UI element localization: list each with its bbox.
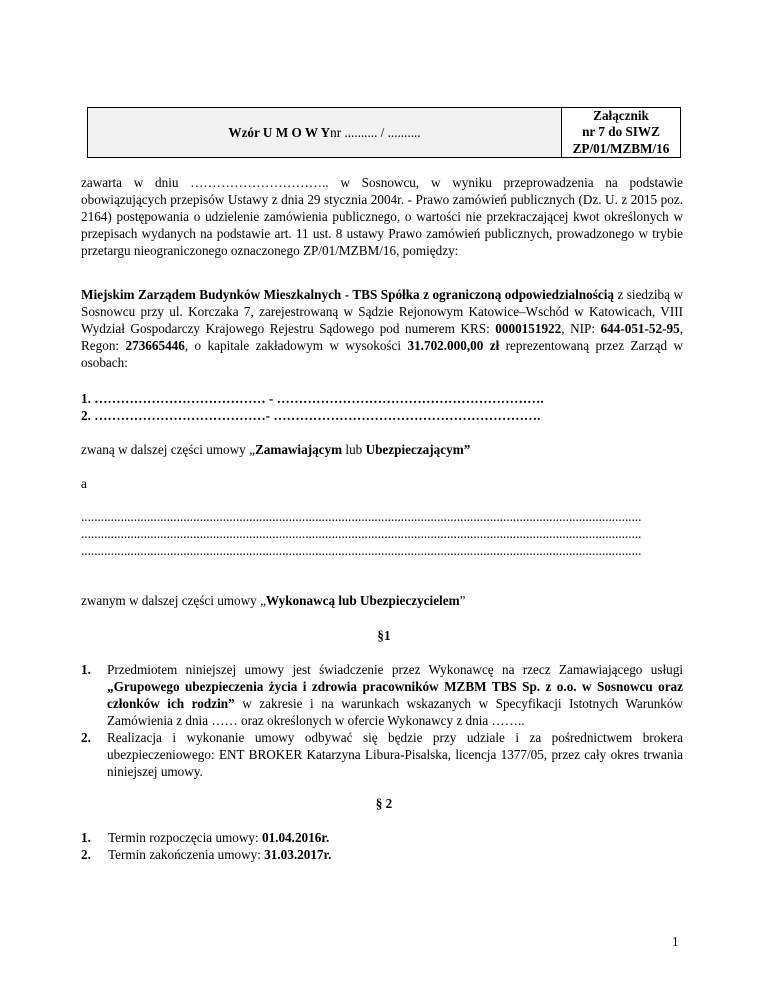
section-1-item-1-number: 1. — [81, 662, 91, 677]
section-1-list — [81, 661, 683, 780]
party1-text-3: , Regon: — [81, 321, 683, 353]
section-2-item-2-number: 2. — [81, 847, 91, 862]
party1-paragraph — [81, 286, 683, 371]
section-1-item-1-text-2: w zakresie i na warunkach wskazanych w Specyfikacji Istotnych Warunków Zamówienia z dnia …… oraz określonych w ofercie Wykonawcy z dnia …….. — [107, 696, 683, 728]
representative-line-2: 2. …………………………………- ……………………………………………………. — [81, 408, 541, 423]
ordering-text-pre: zwaną w dalszej części umowy „ — [81, 442, 255, 457]
section-1-item-2 — [81, 729, 683, 780]
contract-number: nr .......... / .......... — [330, 125, 421, 140]
party1-text-2: , NIP: — [561, 321, 601, 336]
section-2-list — [81, 829, 683, 863]
section-1-item-1-text-1: Przedmiotem niniejszej umowy jest świadczenie przez Wykonawcę na rzecz Zamawiającego usługi — [107, 662, 683, 677]
section-2-title: § 2 — [375, 796, 393, 811]
blank-line-2: .......................................................................................................................................................................... — [81, 526, 642, 541]
section-2-item-1-text — [108, 829, 329, 846]
contractor-bold: Wykonawcą lub Ubezpieczycielem — [265, 593, 460, 608]
party1-text-5: reprezentowaną przez Zarząd w osobach: — [81, 338, 683, 370]
party1-nip: 644-051-52-95 — [600, 321, 680, 336]
end-date-value: 31.03.2017r. — [264, 847, 332, 862]
attachment-label — [562, 108, 680, 157]
section-1-item-1-bold: „Grupowego ubezpieczenia życia i zdrowia pracowników MZBM TBS Sp. z o.o. w Sosnowcu oraz członków ich rodzin” — [107, 679, 683, 711]
attachment-line-2: nr 7 do SIWZ — [582, 124, 660, 140]
ordering-text-mid: lub — [342, 442, 366, 457]
representative-line-1: 1. ………………………………… - ……………………………………………………. — [81, 391, 544, 406]
contractor-text-pre: zwanym w dalszej części umowy „ — [81, 593, 266, 608]
intro-paragraph: zawarta w dniu ………………………….. w Sosnowcu, w wyniku przeprowadzenia na podstawie obowiązujących przepisów Ustawy z dnia 29 stycznia 2004r. - Prawo zamówień publicznych (Dz. U. z 2015 poz. 2164) postępowania o udzielenie zamówienia publicznego, o wartości nie przekraczającej kwot określonych w przepisach wydanych na podstawie art. 11 ust. 8 ustawy Prawo zamówień publicznych, prowadzonego w trybie przetargu nieograniczonego oznaczonego ZP/01/MZBM/16, pomiędzy: — [81, 175, 683, 258]
section-2-item-2 — [81, 846, 683, 863]
section-1-title: §1 — [377, 628, 391, 643]
section-1-item-1 — [81, 661, 683, 729]
section-2-item-1-number: 1. — [81, 830, 91, 845]
ordering-party-line — [81, 441, 683, 458]
ordering-bold-2: Ubezpieczającym” — [365, 442, 471, 457]
end-date-label: Termin zakończenia umowy: — [108, 847, 265, 862]
party1-krs: 0000151922 — [495, 321, 562, 336]
attachment-line-3: ZP/01/MZBM/16 — [572, 140, 670, 156]
header-table — [87, 107, 681, 158]
section-1-item-1-text — [107, 661, 683, 729]
party1-capital: 31.702.000,00 zł — [407, 338, 500, 353]
attachment-line-1: Załącznik — [593, 107, 649, 123]
section-1-item-2-number: 2. — [81, 730, 91, 745]
section-1-item-2-text: Realizacja i wykonanie umowy odbywać się będzie przy udziale i za pośrednictwem brokera ubezpieczeniowego: ENT BROKER Katarzyna Libura-Pisalska, licencja 1377/05, przez cały okres trwania niniejszej umowy. — [107, 730, 683, 779]
party1-regon: 273665446 — [125, 338, 185, 353]
page-number: 1 — [672, 934, 679, 949]
party1-name: Miejskim Zarządem Budynków Mieszkalnych - TBS Spółka z ograniczoną odpowiedzialnością — [81, 287, 614, 302]
contractor-text-post: ” — [459, 593, 466, 608]
start-date-value: 01.04.2016r. — [261, 830, 330, 845]
section-2-item-1 — [81, 829, 683, 846]
section-2-item-2-text — [108, 846, 331, 863]
contract-title-bold: Wzór U M O W Y — [228, 125, 331, 140]
contractor-line — [81, 592, 683, 609]
and-word: a — [81, 476, 87, 491]
party1-text-1: z siedzibą w Sosnowcu przy ul. Korczaka 7, zarejestrowaną w Sądzie Rejonowym Katowice–Wschód w Katowicach, VIII Wydział Gospodarczy Krajowego Rejestru Sądowego pod numerem KRS: — [81, 287, 683, 336]
blank-line-3: .......................................................................................................................................................................... — [81, 543, 642, 558]
contract-title — [88, 108, 562, 157]
party1-text-4: , o kapitale zakładowym w wysokości — [184, 338, 408, 353]
blank-line-1: .......................................................................................................................................................................... — [81, 509, 642, 524]
ordering-bold-1: Zamawiającym — [254, 442, 343, 457]
start-date-label: Termin rozpoczęcia umowy: — [108, 830, 262, 845]
